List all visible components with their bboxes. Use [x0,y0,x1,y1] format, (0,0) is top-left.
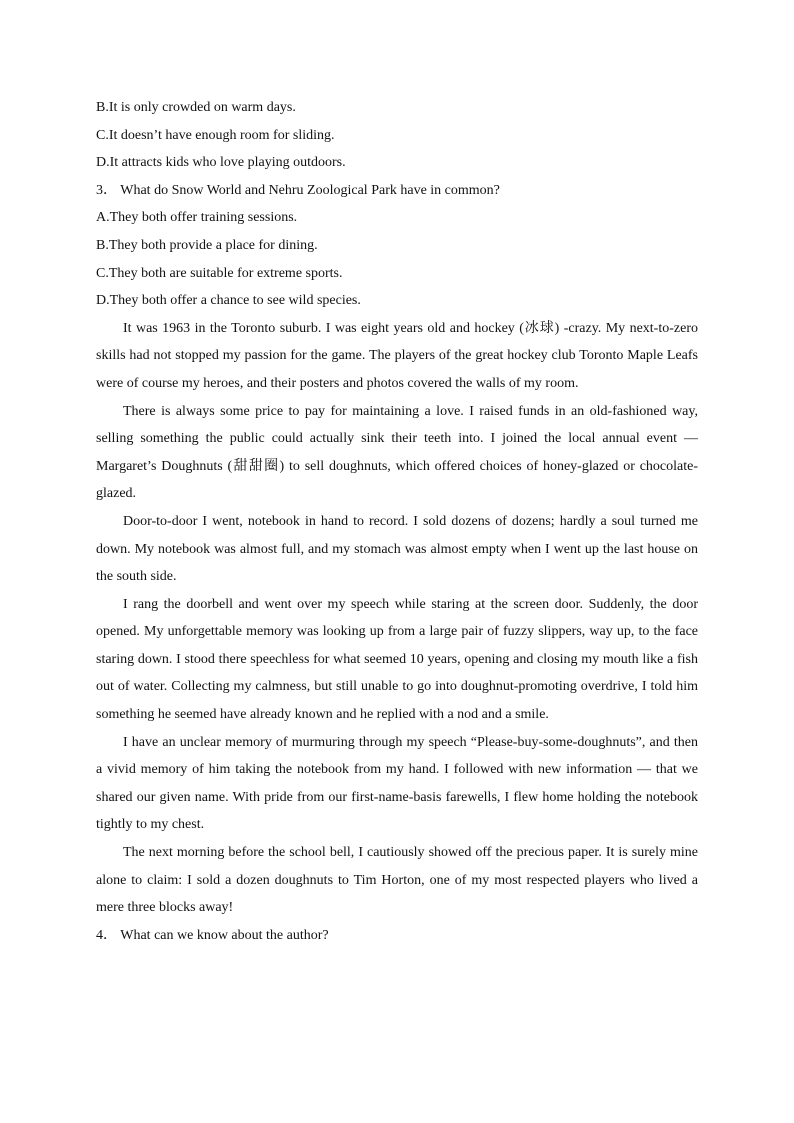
question-3-option-d: D.They both offer a chance to see wild species. [96,293,361,309]
passage-paragraph-1: It was 1963 in the Toronto suburb. I was eight years old and hockey (冰球) -crazy. My next-to-zero skills had not stopped my passion for the game. The players of the great hockey club Toronto Maple Leafs were of course my heroes, and their posters and photos covered the walls of my room. [96,320,698,391]
passage-paragraph-4: I rang the doorbell and went over my speech while staring at the screen door. Suddenly, the door opened. My unforgettable memory was looking up from a large pair of fuzzy slippers, way up, to the face staring down. I stood there speechless for what seemed 10 years, opening and closing my mouth like a fish out of water. Collecting my calmness, but still unable to go into doughnut-promoting overdrive, I told him something he seemed have already known and he replied with a nod and a smile. [96,596,698,723]
question-2-option-b: B.It is only crowded on warm days. [96,100,296,115]
question-3-stem: 3． What do Snow World and Nehru Zoological Park have in common? [96,182,500,198]
question-3-option-c: C.They both are suitable for extreme sports. [96,265,343,281]
question-2-option-d: D.It attracts kids who love playing outdoors. [96,155,346,171]
passage-paragraph-2: There is always some price to pay for maintaining a love. I raised funds in an old-fashioned way, selling something the public could actually sink their teeth into. I joined the local annual event — Margaret’s Doughnuts (甜甜圈) to sell doughnuts, which offered choices of honey-glazed or chocolate-glazed. [96,403,698,502]
question-4-stem: 4． What can we know about the author? [96,927,329,943]
question-3-option-a: A.They both offer training sessions. [96,210,298,226]
passage-paragraph-6: The next morning before the school bell, I cautiously showed off the precious paper. It is surely mine alone to claim: I sold a dozen doughnuts to Tim Horton, one of my most respected players who lived a mere three blocks away! [96,845,698,916]
passage-paragraph-5: I have an unclear memory of murmuring through my speech “Please-buy-some-doughnuts”, and then a vivid memory of him taking the notebook from my hand. I followed with new information — that we shared our given name. With pride from our first-name-basis farewells, I flew home holding the notebook tightly to my chest. [96,734,698,833]
passage-paragraph-3: Door-to-door I went, notebook in hand to record. I sold dozens of dozens; hardly a soul turned me down. My notebook was almost full, and my stomach was almost empty when I went up the last house on the south side. [96,513,698,585]
document-page [96,94,698,949]
question-2-option-c: C.It doesn’t have enough room for sliding. [96,127,335,143]
question-3-option-b: B.They both provide a place for dining. [96,237,318,253]
